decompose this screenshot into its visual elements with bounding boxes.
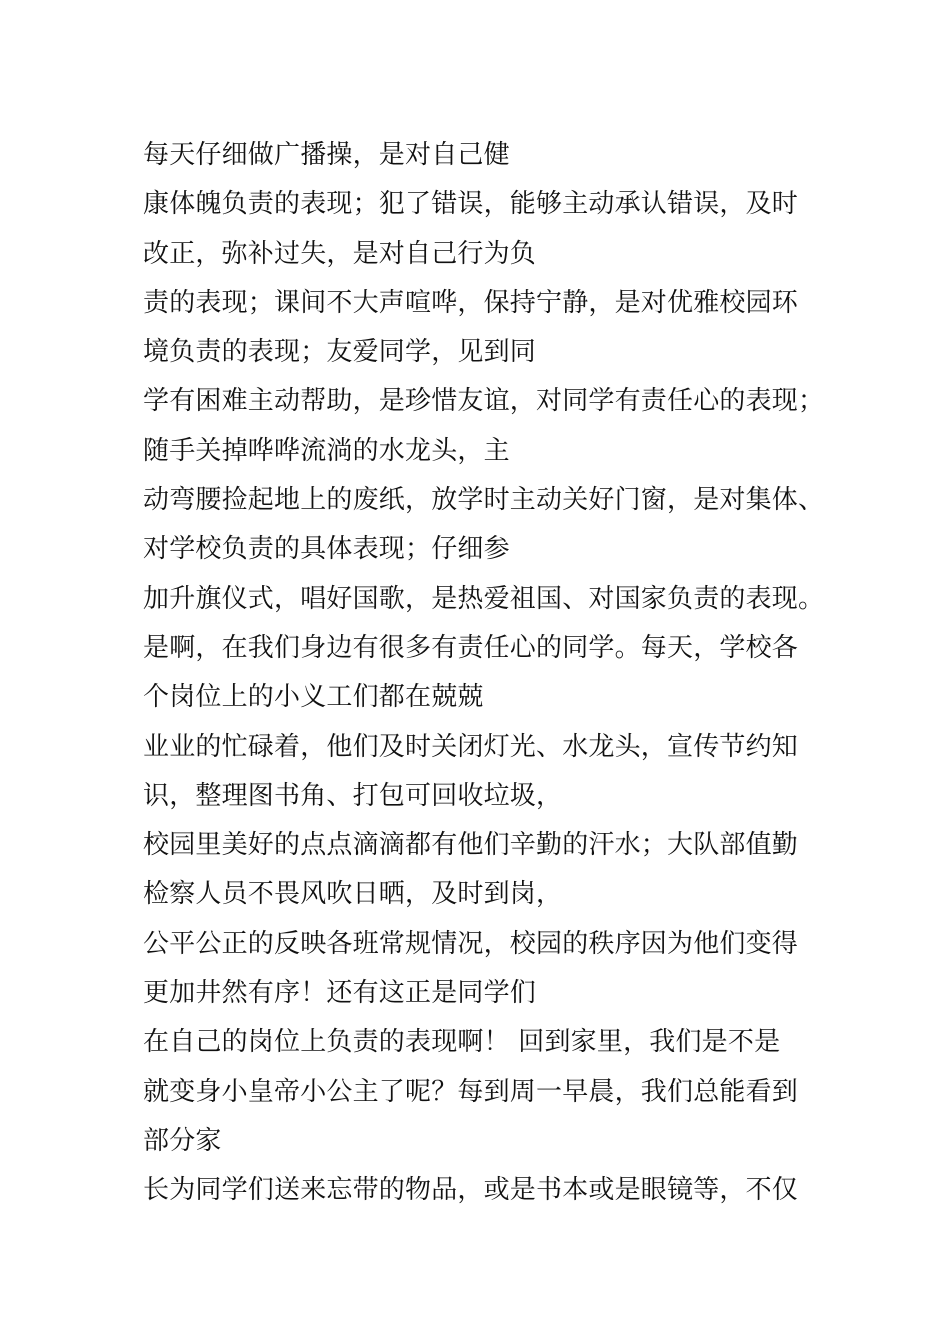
text-line: 检察人员不畏风吹日晒，及时到岗， — [143, 879, 563, 910]
text-line: 境负责的表现；友爱同学，见到同 — [143, 337, 537, 368]
text-line: 对学校负责的具体表现；仔细参 — [143, 534, 510, 565]
text-line: 每天仔细做广播操，是对自己健 — [143, 140, 510, 170]
text-line: 部分家 — [143, 1125, 222, 1156]
text-line: 公平公正的反映各班常规情况，校园的秩序因为他们变得 — [143, 928, 799, 959]
text-line: 动弯腰捡起地上的废纸，放学时主动关好门窗，是对集体、 — [143, 485, 825, 516]
text-line: 改正，弥补过失，是对自己行为负 — [143, 238, 537, 269]
text-line: 责的表现；课间不大声喧哗，保持宁静，是对优雅校园环 — [143, 287, 799, 318]
text-line: 学有困难主动帮助，是珍惜友谊，对同学有责任心的表现； — [143, 386, 825, 417]
text-line: 是啊，在我们身边有很多有责任心的同学。每天，学校各 — [143, 632, 799, 663]
document-body — [143, 131, 843, 1216]
text-line: 识，整理图书角、打包可回收垃圾， — [143, 780, 563, 811]
text-line: 加升旗仪式，唱好国歌，是热爱祖国、对国家负责的表现。 — [143, 583, 825, 614]
text-line: 就变身小皇帝小公主了呢？每到周一早晨，我们总能看到 — [143, 1076, 799, 1107]
text-line: 校园里美好的点点滴滴都有他们辛勤的汗水；大队部值勤 — [143, 830, 799, 861]
text-line: 长为同学们送来忘带的物品，或是书本或是眼镜等，不仅 — [143, 1175, 799, 1206]
text-line: 康体魄负责的表现；犯了错误，能够主动承认错误，及时 — [143, 189, 799, 220]
text-line: 更加井然有序！还有这正是同学们 — [143, 978, 537, 1009]
text-line: 随手关掉哗哗流淌的水龙头，主 — [143, 435, 510, 466]
text-line: 在自己的岗位上负责的表现啊！ 回到家里，我们是不是 — [143, 1027, 781, 1058]
text-line: 业业的忙碌着，他们及时关闭灯光、水龙头，宣传节约知 — [143, 731, 799, 762]
text-line: 个岗位上的小义工们都在兢兢 — [143, 682, 484, 713]
